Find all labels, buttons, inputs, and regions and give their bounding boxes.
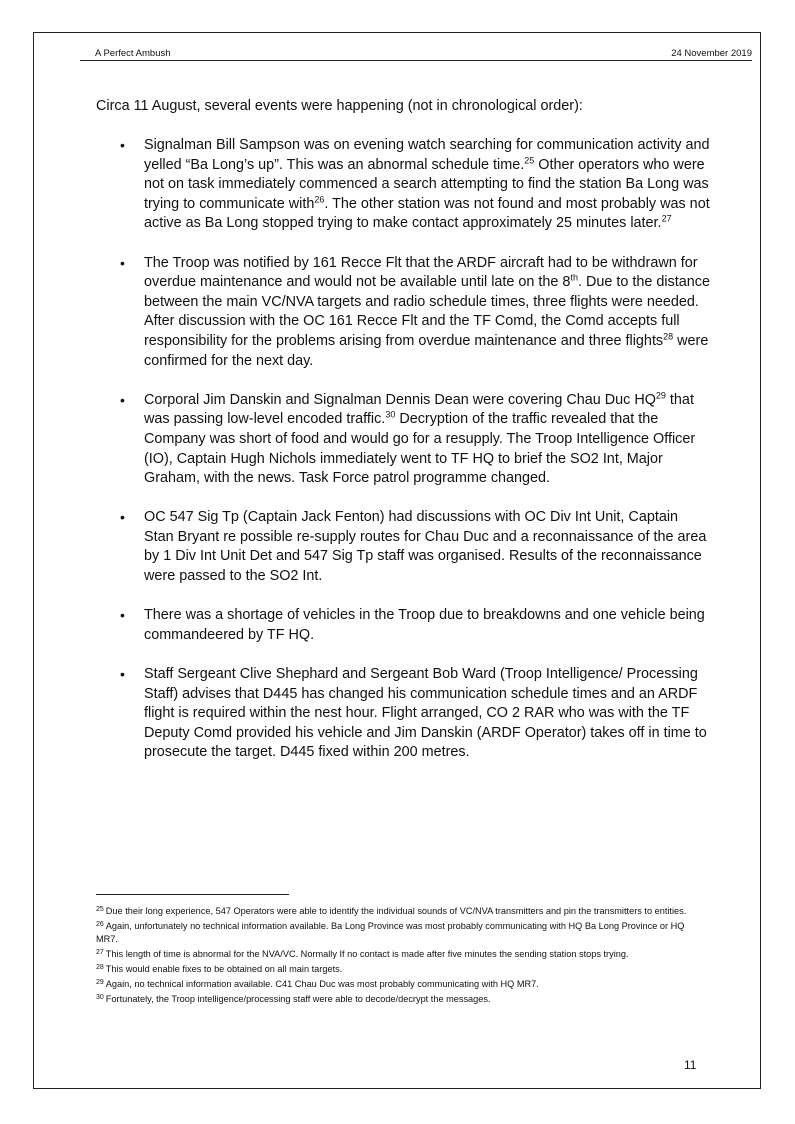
footnote-ref[interactable]: 29 xyxy=(655,390,666,401)
footnote xyxy=(96,905,696,918)
list-item xyxy=(144,606,710,645)
footnote xyxy=(96,993,696,1006)
footnote xyxy=(96,948,696,961)
footnote-ref[interactable]: 28 xyxy=(663,331,674,342)
footnote-number: 29 xyxy=(96,978,104,986)
event-list xyxy=(144,136,710,783)
footnote-number: 30 xyxy=(96,993,104,1001)
list-item xyxy=(144,136,710,234)
list-item xyxy=(144,665,710,763)
footnote-ref[interactable]: 27 xyxy=(661,213,672,224)
footnote xyxy=(96,963,696,976)
footnote-number: 25 xyxy=(96,905,104,913)
list-item xyxy=(144,508,710,586)
footnote-text: This length of time is abnormal for the NVA/VC. Normally If no contact is made after five minutes the sending station stops trying. xyxy=(105,949,629,959)
footnote xyxy=(96,978,696,991)
header-rule xyxy=(80,60,752,61)
footnote-text: Again, no technical information available. C41 Chau Duc was most probably communicating with HQ MR7. xyxy=(105,979,539,989)
footnote-number: 27 xyxy=(96,948,104,956)
bullet-text: • There was a shortage of vehicles in the Troop due to breakdowns and one vehicle being commandeered by TF HQ. xyxy=(144,607,705,643)
footnote-text: Again, unfortunately no technical information available. Ba Long Province was most probably communicating with HQ Ba Long Province or HQ MR7. xyxy=(96,921,685,944)
ordinal-suffix: th xyxy=(570,272,578,283)
footnote-text: This would enable fixes to be obtained on all main targets. xyxy=(105,964,343,974)
bullet-text: • OC 547 Sig Tp (Captain Jack Fenton) had discussions with OC Div Int Unit, Captain Stan Bryant re possible re-supply routes for Chau Duc and a reconnaissance of the area by 1 Div Int Unit Det and 547 Sig Tp staff was organised. Results of the reconnaissance were passed to the SO2 Int. xyxy=(144,509,707,585)
intro-paragraph: Circa 11 August, several events were happening (not in chronological order): xyxy=(96,98,583,114)
bullet-text: • Corporal Jim Danskin and Signalman Dennis Dean were covering Chau Duc HQ$^{29}$ that was passing low-level encoded traffic.$^{30}$ Decryption of the traffic revealed that the Company was short of food and would go for a resupply. The Troop Intelligence Officer (IO), Captain Hugh Nichols immediately went to TF HQ to brief the SO2 Int, Major Graham, with the news. Task Force patrol programme changed. xyxy=(144,390,696,487)
footnote-ref[interactable]: 26 xyxy=(314,194,325,205)
footnote-ref[interactable]: 30 xyxy=(385,409,396,420)
footnote-text: Fortunately, the Troop intelligence/processing staff were able to decode/decrypt the messages. xyxy=(105,994,491,1004)
list-item xyxy=(144,391,710,489)
header-date: 24 November 2019 xyxy=(671,48,752,59)
bullet-text: • Signalman Bill Sampson was on evening watch searching for communication activity and yelled “Ba Long’s up”. This was an abnormal schedule time.$^{25}$ Other operators who were not on task immediately commenced a search attempting to find the station Ba Long was trying to communicate with$^{26}$. The other station was not found and most probably was not active as Ba Long stopped trying to make contact approximately 25 minutes later.$^{27}$ xyxy=(144,137,710,232)
footnote xyxy=(96,920,696,946)
footnotes xyxy=(96,905,696,1008)
bullet-text: • Staff Sergeant Clive Shephard and Sergeant Bob Ward (Troop Intelligence/ Processing Staff) advises that D445 has changed his communication schedule times and an ARDF flight is required within the nest hour. Flight arranged, CO 2 RAR who was with the TF Deputy Comd provided his vehicle and Jim Danskin (ARDF Operator) takes off in time to prosecute the target. D445 fixed within 200 metres. xyxy=(144,666,707,761)
list-item xyxy=(144,254,710,372)
footnote-separator xyxy=(96,894,289,895)
footnote-ref[interactable]: 25 xyxy=(524,155,535,166)
header-title: A Perfect Ambush xyxy=(95,48,171,59)
footnote-number: 26 xyxy=(96,920,104,928)
footnote-text: Due their long experience, 547 Operators were able to identify the individual sounds of VC/NVA transmitters and pin the transmitters to entities. xyxy=(105,906,687,916)
bullet-text: • The Troop was notified by 161 Recce Flt that the ARDF aircraft had to be withdrawn for overdue maintenance and would not be available until late on the 8th. Due to the distance between the main VC/NVA targets and radio schedule times, three flights were needed. After discussion with the OC 161 Recce Flt and the TF Comd, the Comd accepts full responsibility for the problems arising from overdue maintenance and three flights$^{28}$ were confirmed for the next day. xyxy=(144,254,710,369)
footnote-number: 28 xyxy=(96,963,104,971)
page-number: 11 xyxy=(684,1058,697,1072)
running-header xyxy=(95,48,752,60)
